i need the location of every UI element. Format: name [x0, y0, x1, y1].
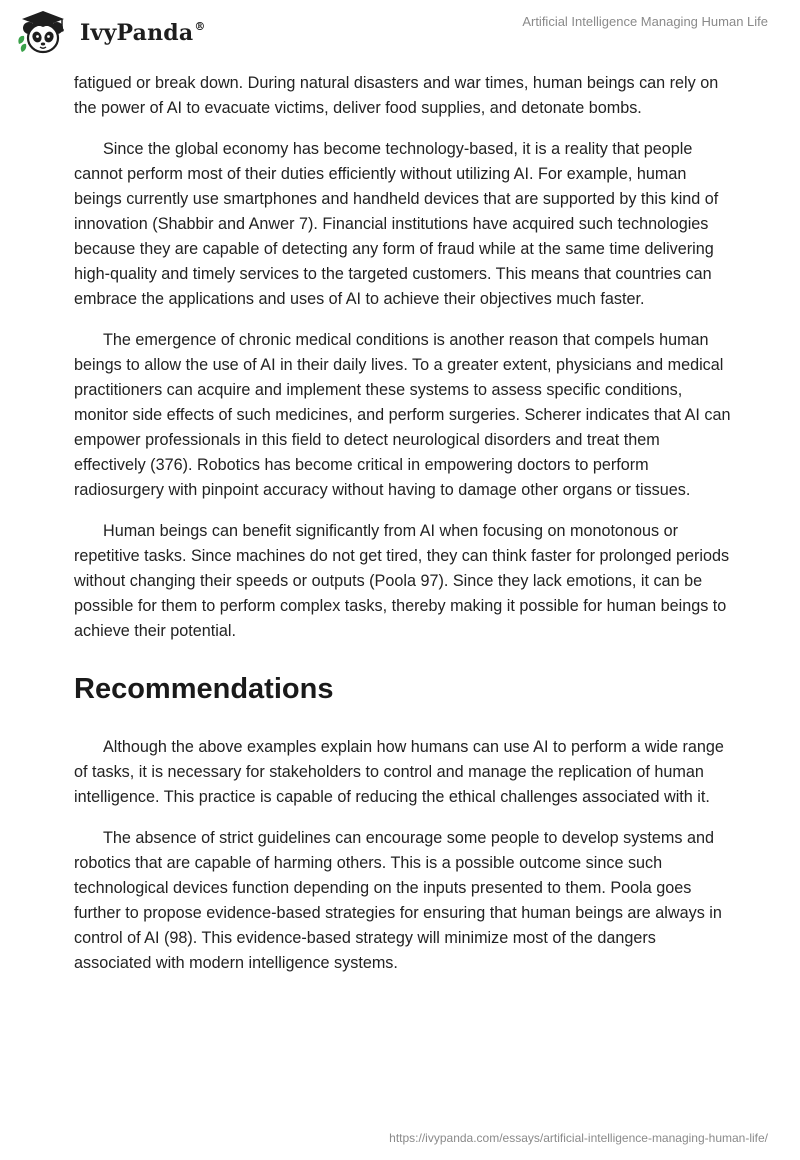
paragraph: The emergence of chronic medical conditions is another reason that compels human beings to allow the use of AI in their daily lives. To a greater extent, physicians and medical practitioners can acquire and implement these systems to assess specific conditions, monitor side effects of such medicines, and perform surgeries. Scherer indicates that AI can empower professionals in this field to detect neurological disorders and treat them effectively (376). Robotics has become critical in empowering doctors to perform radiosurgery with pinpoint accuracy without having to damage other organs or tissues. [74, 331, 731, 499]
page-header [0, 0, 800, 70]
essay-body [74, 71, 734, 992]
paragraph: fatigued or break down. During natural disasters and war times, human beings can rely on the power of AI to evacuate victims, deliver food supplies, and detonate bombs. [74, 74, 719, 117]
source-url[interactable]: https://ivypanda.com/essays/artificial-intelligence-managing-human-life/ [389, 1131, 768, 1145]
trademark-symbol: ® [194, 20, 206, 33]
panda-graduate-icon [16, 8, 72, 58]
brand-name: IvyPanda® [80, 20, 206, 46]
paragraph: Although the above examples explain how humans can use AI to perform a wide range of tasks, it is necessary for stakeholders to control and manage the replication of human intelligence. This practice is capable of reducing the ethical challenges associated with it. [74, 738, 724, 806]
document-title: Artificial Intelligence Managing Human Life [522, 14, 768, 29]
section-heading-recommendations: Recommendations [74, 673, 334, 705]
paragraph: Human beings can benefit significantly from AI when focusing on monotonous or repetitive tasks. Since machines do not get tired, they can think faster for prolonged periods without changing their speeds or outputs (Poola 97). Since they lack emotions, it can be possible for them to perform complex tasks, thereby making it possible for human beings to achieve their potential. [74, 522, 730, 640]
paragraph: The absence of strict guidelines can encourage some people to develop systems and robotics that are capable of harming others. This is a possible outcome since such technological devices function depending on the inputs presented to them. Poola goes further to propose evidence-based strategies for ensuring that human beings are always in control of AI (98). This evidence-based strategy will minimize most of the dangers associated with modern intelligence systems. [74, 829, 722, 972]
paragraph: Since the global economy has become technology-based, it is a reality that people cannot perform most of their duties efficiently without utilizing AI. For example, human beings currently use smartphones and handheld devices that are supported by this kind of innovation (Shabbir and Anwer 7). Financial institutions have acquired such technologies because they are capable of detecting any form of fraud while at the same time delivering high-quality and timely services to the targeted customers. This means that countries can embrace the applications and uses of AI to achieve their objectives much faster. [74, 140, 719, 308]
ivypanda-logo[interactable] [16, 8, 206, 58]
